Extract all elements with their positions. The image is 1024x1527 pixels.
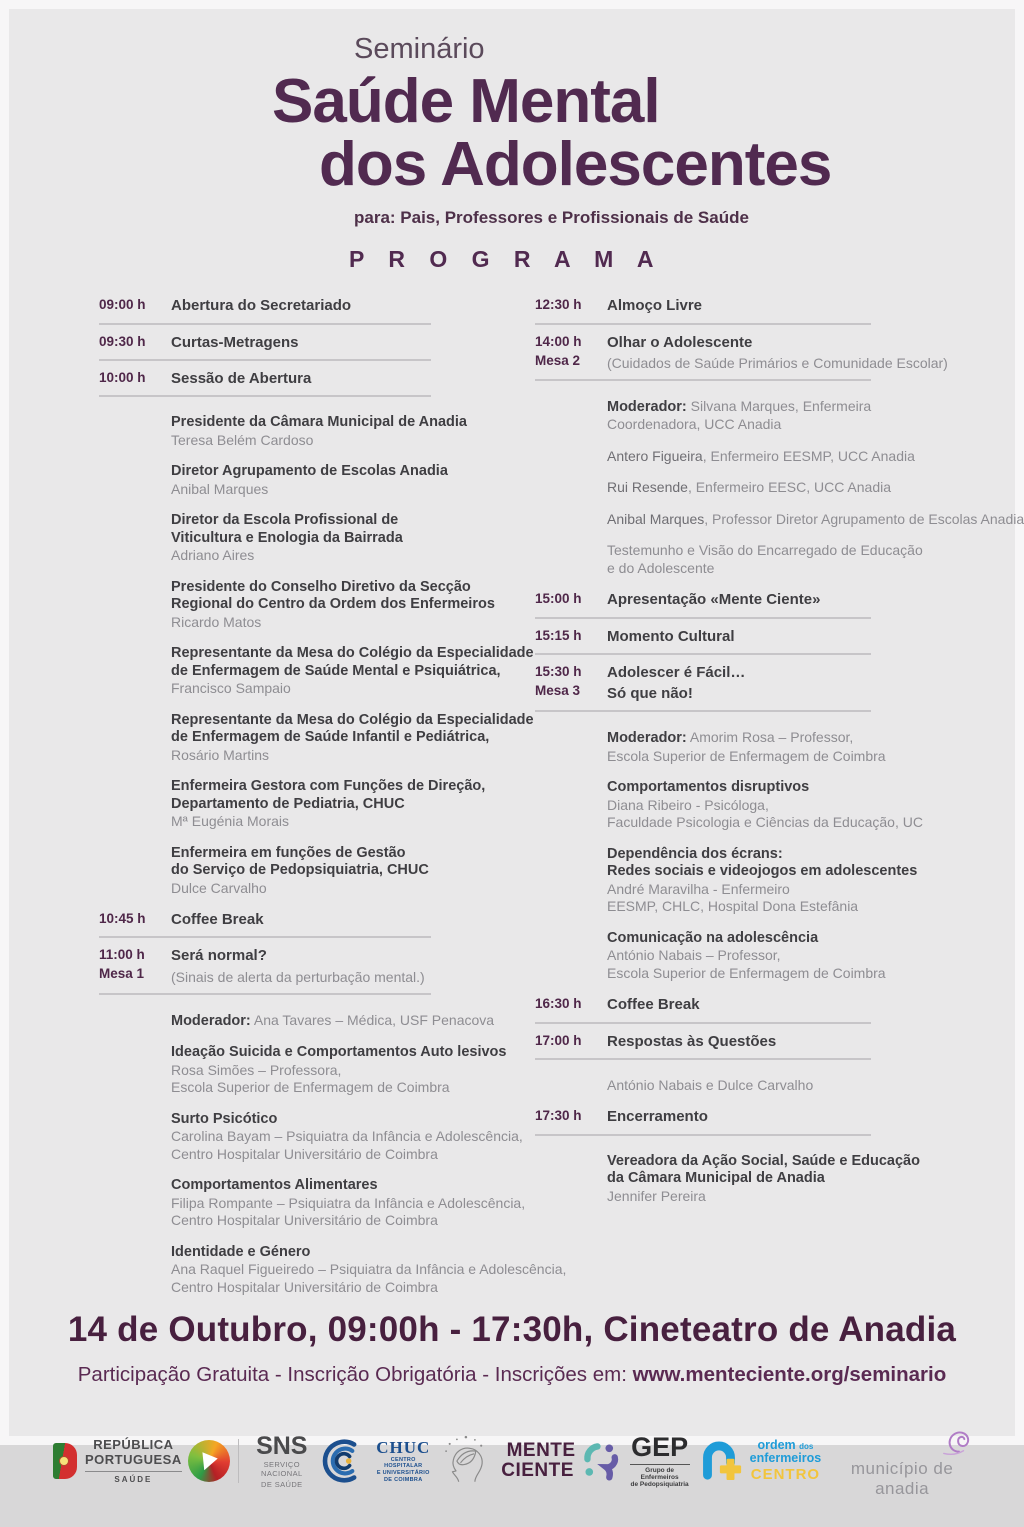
chuc-arcs-icon [323,1439,367,1483]
participant-text: Antero Figueira, Enfermeiro EESMP, UCC Anadia [607,447,915,464]
registration-info [9,1363,1015,1387]
mente-ciente-text [500,1442,576,1480]
session-time-cell [99,334,171,351]
session-time: 16:30 h [535,996,582,1012]
divider [238,1439,239,1483]
speaker-name: Anibal Marques [171,480,269,497]
session-content-cell [171,297,431,314]
talk-title: Redes sociais e videojogos em adolescentes [607,863,918,880]
session-title: Será normal? [171,947,267,965]
mente-line1: MENTE [506,1440,576,1462]
program-session-row [99,947,431,994]
session-time-cell [535,996,607,1013]
sns-abbr: SNS [256,1431,308,1460]
moderator-label: Moderador: [607,730,687,747]
session-title: Encerramento [607,1108,708,1126]
speaker-role: de Enfermagem de Saúde Infantil e Pediátrica, [171,729,490,746]
talk-speaker-line: Diana Ribeiro - Psicóloga, [607,796,769,813]
speaker-role: Enfermeira em funções de Gestão [171,844,406,861]
session-content-cell [607,1108,871,1125]
session-title: Só que não! [607,685,693,703]
gep-line1: Grupo de Enfermeiros [640,1467,679,1482]
seminar-kicker: Seminário [354,33,485,65]
speaker-role: Representante da Mesa do Colégio da Especialidade [171,711,534,728]
speaker-role: do Serviço de Pedopsiquiatria, CHUC [171,862,429,879]
session-title: Sessão de Abertura [171,369,312,387]
participant-line [607,479,892,497]
program-session-row [535,333,948,381]
republica-line2: PORTUGUESA [85,1452,182,1468]
session-content-cell [171,334,431,351]
session-time-cell [99,947,171,984]
session-content-cell [171,370,431,387]
session-title: Respostas às Questões [607,1032,777,1050]
participant-name: Rui Resende [607,479,688,496]
moderator-line: Moderador: Ana Tavares – Médica, USF Penacova [171,1011,495,1029]
chuc-line1: CENTRO HOSPITALAR [384,1457,423,1470]
note-line: Testemunho e Visão do Encarregado de Educação [607,542,923,559]
logo-mente-ciente [438,1434,576,1488]
mente-line2: CIENTE [501,1460,574,1482]
speaker-role: Viticultura e Enologia da Bairrada [171,529,403,546]
program-session-row [535,591,871,618]
speaker-role: Presidente do Conselho Diretivo da Secção [171,578,471,595]
speaker-name: Rosário Martins [171,746,270,763]
session-mesa-label: Mesa 1 [99,966,145,982]
session-content-cell [171,947,431,984]
moderator-label: Moderador: [171,1012,251,1029]
speaker-block [171,512,431,565]
session-time: 10:45 h [99,911,146,927]
divider [85,1471,182,1472]
portugal-flag-icon [53,1443,77,1479]
program-schedule [99,297,1024,1310]
speaker-block [171,711,534,765]
participant-line [607,510,1024,529]
talk-title: Surto Psicótico [171,1110,278,1127]
speaker-name: Adriano Aires [171,547,255,564]
moderator-affiliation: Coordenadora, UCC Anadia [607,416,782,433]
session-content-cell [171,911,431,928]
program-session-row [535,297,871,324]
logo-republica-portuguesa [53,1438,182,1484]
gep-caption [630,1464,690,1488]
session-time-cell [535,334,607,371]
program-session-row [99,297,431,324]
logo-gep [582,1434,690,1488]
session-content-cell [607,591,871,608]
talk-title: Dependência dos écrans: [607,845,783,862]
talk-speaker-line: Escola Superior de Enfermagem de Coimbra [607,964,886,981]
session-time: 17:30 h [535,1108,582,1124]
speaker-role: Diretor da Escola Profissional de [171,512,399,529]
poster-title-line2: dos Adolescentes [319,130,832,200]
speaker-role: Vereadora da Ação Social, Saúde e Educação [607,1152,920,1169]
republica-text [85,1438,182,1484]
session-time-cell [535,297,607,314]
speaker-block [171,645,534,698]
session-time: 09:30 h [99,333,146,349]
sns-line1: SERVIÇO NACIONAL [261,1460,303,1479]
session-title: Olhar o Adolescente [607,333,753,351]
talk-speaker-line: Rosa Simões – Professora, [171,1061,342,1078]
participant-name: Anibal Marques [607,510,705,527]
session-title: Coffee Break [607,996,700,1014]
program-heading: P R O G R A M A [349,246,663,273]
gep-icon [582,1440,622,1482]
session-title: Momento Cultural [607,627,735,645]
ordem-line2: enfermeiros [749,1451,822,1466]
talk-block [607,929,886,983]
participant-name: Antero Figueira [607,447,703,464]
program-session-row [99,911,431,938]
talk-speaker-line: Faculdade Psicologia e Ciências da Educação, UC [607,814,923,831]
moderator-line: Moderador: Silvana Marques, Enfermeira [607,397,872,415]
session-time: 09:00 h [99,297,146,313]
talk-speaker-line: Centro Hospitalar Universitário de Coimbra [171,1145,438,1162]
talk-speaker-line: EESMP, CHLC, Hospital Dona Estefânia [607,898,859,915]
session-subtitle: (Sinais de alerta da perturbação mental.) [171,968,425,985]
ordem-text [750,1439,822,1483]
session-time-cell [535,628,607,645]
talk-block [171,1110,523,1164]
program-session-row [99,370,431,397]
note-block [607,1077,871,1095]
event-date-venue: 14 de Outubro, 09:00h - 17:30h, Cineteatro de Anadia [67,1310,957,1350]
session-content-cell [607,297,871,314]
session-time-cell [99,911,171,928]
speaker-role: Diretor Agrupamento de Escolas Anadia [171,463,448,480]
registration-text: Participação Gratuita - Inscrição Obrigatória - Inscrições em: [77,1363,633,1387]
talk-speaker-line: Ana Raquel Figueiredo – Psiquiatra da Infância e Adolescência, [171,1261,567,1278]
session-mesa-label: Mesa 3 [535,682,581,698]
sns-swirl-icon [188,1440,230,1482]
logo-ordem-enfermeiros [696,1438,822,1484]
session-content-cell [607,664,871,703]
program-session-row [99,334,431,361]
session-time: 11:00 h [99,947,145,963]
session-content-cell [607,628,871,645]
talk-title: Comportamentos disruptivos [607,779,810,796]
note-line: António Nabais e Dulce Carvalho [607,1076,814,1093]
talk-speaker-line: Carolina Bayam – Psiquiatra da Infância e Adolescência, [171,1128,523,1145]
session-time-cell [99,370,171,387]
session-content-cell [607,996,871,1013]
talk-speaker-line: António Nabais – Professor, [607,947,781,964]
speaker-block [171,463,448,498]
moderator-block [607,729,886,765]
session-content-cell [607,334,948,371]
session-time: 10:00 h [99,369,146,385]
moderator-block [607,398,871,434]
session-time-cell [535,1108,607,1125]
talk-speaker-line: Centro Hospitalar Universitário de Coimbra [171,1278,438,1295]
sns-line2: DE SAÚDE [261,1479,303,1489]
gep-text [630,1434,690,1488]
audience-line: para: Pais, Professores e Profissionais de Saúde [354,208,749,228]
note-block [607,542,923,577]
talk-title: Comunicação na adolescência [607,929,819,946]
moderator-label: Moderador: [607,398,687,415]
talk-title: Identidade e Género [171,1243,311,1260]
session-title: Curtas-Metragens [171,333,299,351]
session-time-cell [99,297,171,314]
session-time: 12:30 h [535,297,582,313]
talk-title: Ideação Suicida e Comportamentos Auto lesivos [171,1044,507,1061]
program-session-row [535,996,871,1023]
session-content-cell [607,1033,871,1050]
chuc-abbr: CHUC [376,1438,431,1458]
logo-strip [53,1423,977,1527]
session-time: 15:15 h [535,627,582,643]
republica-line3: SAÚDE [114,1475,153,1485]
moderator-block [171,1011,495,1031]
session-time-cell [535,1033,607,1050]
speaker-role: Presidente da Câmara Municipal de Anadia [171,414,467,431]
talk-title: Comportamentos Alimentares [171,1177,378,1194]
speaker-role: Departamento de Pediatria, CHUC [171,795,405,812]
speaker-name: Jennifer Pereira [607,1187,706,1204]
participant-text: Anibal Marques, Professor Diretor Agrupamento de Escolas Anadia [607,510,1024,527]
session-subtitle: (Cuidados de Saúde Primários e Comunidade Escolar) [607,354,948,371]
poster-title-line1: Saúde Mental [272,67,660,136]
speaker-block [171,414,467,449]
logo-sns [188,1431,317,1489]
program-session-row [535,1108,871,1135]
moderator-affiliation: Escola Superior de Enfermagem de Coimbra [607,747,886,764]
chuc-line2: E UNIVERSITÁRIO [376,1470,430,1477]
logo-municipio-anadia [827,1423,977,1499]
session-title: Coffee Break [171,911,264,929]
anadia-text: município de anadia [850,1459,954,1499]
moderator-line: Moderador: Amorim Rosa – Professor, [607,729,854,747]
note-line: e do Adolescente [607,559,715,576]
speaker-name: Mª Eugénia Morais [171,813,290,830]
session-title: Apresentação «Mente Ciente» [607,591,821,609]
talk-block [607,779,923,832]
talk-block [171,1044,507,1097]
session-title: Abertura do Secretariado [171,297,352,315]
session-time: 15:00 h [535,591,582,607]
speaker-name: Ricardo Matos [171,613,262,630]
session-time: 14:00 h [535,333,582,349]
sns-text [247,1431,317,1489]
program-session-row [535,1033,871,1060]
speaker-block [171,578,495,632]
speaker-role: Representante da Mesa do Colégio da Especialidade [171,645,534,662]
gep-line2: de Pedopsiquiatria [630,1481,689,1489]
talk-speaker-line: André Maravilha - Enfermeiro [607,880,790,897]
logo-chuc [323,1439,432,1483]
ordem-word: ordem [757,1438,796,1453]
chuc-line3: DE COIMBRA [384,1477,423,1484]
talk-block [607,845,918,916]
talk-speaker-line: Centro Hospitalar Universitário de Coimbra [171,1212,438,1229]
speaker-block [607,1152,920,1206]
mente-ciente-head-icon [438,1434,492,1488]
armillary-emblem-icon [59,1456,69,1466]
ordem-dos: dos [799,1442,814,1452]
speaker-name: Teresa Belém Cardoso [171,431,314,448]
poster-header [9,9,1015,273]
session-time: 17:00 h [535,1032,582,1048]
session-time: 15:30 h [535,663,582,679]
speaker-role: de Enfermagem de Saúde Mental e Psiquiátrica, [171,662,501,679]
participant-line [607,447,915,466]
registration-url: www.menteciente.org/seminario [632,1363,947,1387]
talk-speaker-line: Escola Superior de Enfermagem de Coimbra [171,1079,450,1096]
chuc-text [375,1439,432,1483]
gep-abbr: GEP [631,1432,689,1463]
ordem-centro: CENTRO [750,1466,821,1484]
talk-speaker-line: Filipa Rompante – Psiquiatra da Infância e Adolescência, [171,1194,526,1211]
speaker-role: da Câmara Municipal de Anadia [607,1170,825,1187]
talk-block [171,1177,526,1230]
spiral-icon [941,1423,977,1457]
session-title: Adolescer é Fácil… [607,663,746,681]
republica-line1: REPÚBLICA [93,1437,174,1453]
session-mesa-label: Mesa 2 [535,352,581,368]
speaker-name: Francisco Sampaio [171,680,291,697]
session-title: Almoço Livre [607,297,703,315]
program-column-right [535,297,1024,1219]
session-time-cell [535,664,607,703]
session-time-cell [535,591,607,608]
program-session-row [535,664,871,713]
speaker-role: Enfermeira Gestora com Funções de Direção, [171,778,486,795]
speaker-role: Regional do Centro da Ordem dos Enfermeiros [171,596,495,613]
speaker-name: Dulce Carvalho [171,879,267,896]
speaker-block [171,778,486,831]
ordem-enfermeiros-icon [696,1438,742,1484]
participant-text: Rui Resende, Enfermeiro EESC, UCC Anadia [607,479,892,496]
talk-block [171,1243,567,1297]
program-session-row [535,628,871,655]
poster-footer [9,1310,1015,1527]
speaker-block [171,845,431,898]
